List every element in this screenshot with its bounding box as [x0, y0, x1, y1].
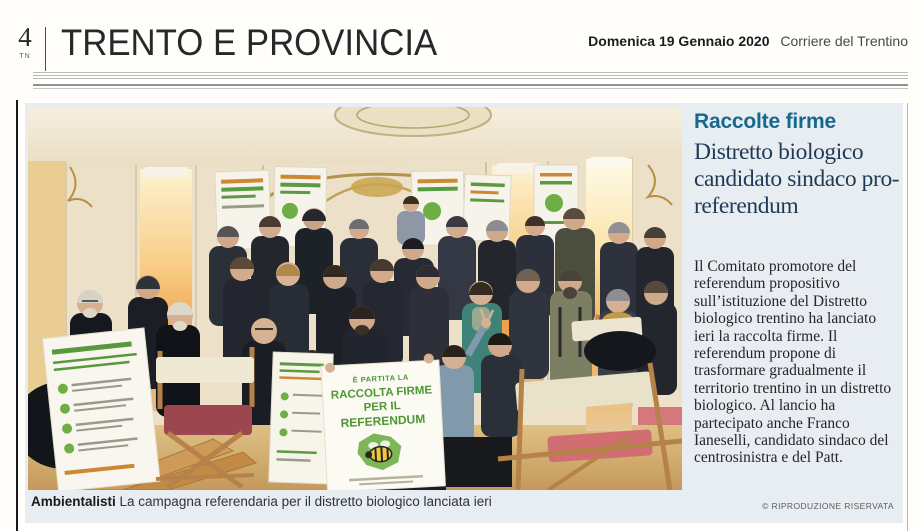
- masthead-rule: [33, 78, 908, 79]
- masthead-divider: [45, 27, 46, 71]
- left-column-rule: [16, 100, 18, 531]
- banner-line1: RACCOLTA FIRME: [330, 384, 433, 402]
- newspaper-name: Corriere del Trentino: [780, 33, 908, 49]
- article-photo: [28, 107, 682, 490]
- copyright-notice: © RIPRODUZIONE RISERVATA: [762, 501, 894, 511]
- referendum-banner: [321, 353, 446, 490]
- caption-label: Ambientalisti: [31, 494, 116, 509]
- banner-line3: REFERENDUM: [340, 411, 426, 431]
- dateline: [588, 33, 908, 49]
- right-column-rule: [907, 103, 908, 531]
- left-banner-poster: [43, 328, 161, 490]
- issue-date: Domenica 19 Gennaio 2020: [588, 33, 770, 49]
- masthead-rule: [33, 75, 908, 76]
- caption-text: La campagna referendaria per il distretto biologico lanciata ieri: [119, 494, 492, 509]
- masthead-rule: [33, 84, 908, 86]
- article-body: Il Comitato promotore del referendum propositivo sull’istituzione del Distretto biologico trentino ha lanciato ieri la raccolta firme. Il referendum propone di trasformare gradualmente il territorio trentino in un distretto biologico. Al lancio ha partecipato anche Franco Ianeselli, candidato sindaco del centrosinistra e del Patt.: [694, 258, 892, 467]
- banner-tagline: È PARTITA LA: [352, 372, 410, 385]
- photo-caption: [31, 494, 671, 509]
- masthead-rule: [33, 72, 908, 73]
- edition-code: TN: [19, 53, 31, 60]
- photo-scene: [28, 107, 682, 490]
- masthead-rule: [33, 88, 908, 89]
- section-title: TRENTO E PROVINCIA: [61, 22, 438, 63]
- article-headline: Distretto biologico candidato sindaco pro-referendum: [694, 139, 900, 219]
- banner-line2: PER IL: [363, 400, 402, 414]
- article-kicker: Raccolte firme: [694, 110, 836, 133]
- page-number: 4: [18, 22, 32, 52]
